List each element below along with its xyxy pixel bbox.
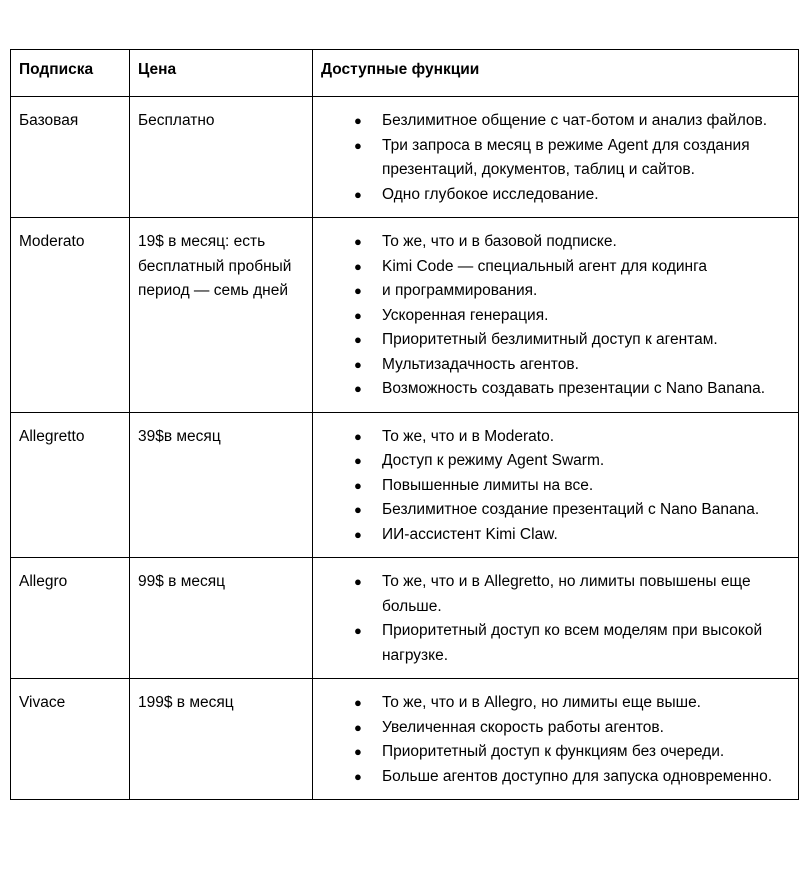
plan-name: Moderato: [11, 218, 130, 413]
list-item: [349, 619, 790, 668]
list-item: [349, 230, 790, 255]
list-item: [349, 109, 790, 134]
table-row: [11, 412, 799, 558]
bullet-icon: ●: [354, 381, 362, 396]
feature-text: Повышенные лимиты на все.: [382, 476, 594, 494]
bullet-icon: ●: [354, 719, 362, 735]
feature-text: Доступ к режиму Agent Swarm.: [382, 452, 605, 469]
plan-price: 19$ в месяц: есть бесплатный пробный период — семь дней: [130, 218, 313, 413]
list-item: [349, 474, 790, 499]
feature-text: Безлимитное общение с чат-ботом и анализ файлов.: [382, 112, 768, 129]
list-item: [349, 183, 790, 208]
list-item: [349, 523, 790, 548]
header-plan: Подписка: [11, 50, 130, 97]
list-item: [349, 279, 790, 304]
header-row: [11, 50, 799, 97]
list-item: [349, 716, 790, 741]
plan-price: 199$ в месяц: [130, 679, 313, 800]
bullet-icon: ●: [354, 307, 362, 323]
bullet-icon: ●: [354, 428, 362, 444]
bullet-icon: ●: [354, 137, 362, 153]
feature-text: Безлимитное создание презентаций с Nano Banana.: [382, 501, 760, 518]
plan-features: [313, 679, 799, 800]
plan-price: 39$в месяц: [130, 412, 313, 558]
list-item: [349, 449, 790, 474]
header-features: Доступные функции: [313, 50, 799, 97]
table-row: [11, 218, 799, 413]
plan-features: [313, 558, 799, 679]
feature-list: [321, 230, 790, 402]
list-item: [349, 328, 790, 353]
bullet-icon: ●: [354, 332, 362, 347]
feature-text: То же, что и в Moderato.: [382, 427, 555, 445]
feature-list: [321, 570, 790, 668]
bullet-icon: ●: [354, 623, 362, 638]
bullet-icon: ●: [354, 453, 362, 468]
table-row: [11, 679, 799, 800]
feature-text: Увеличенная скорость работы агентов.: [382, 718, 664, 736]
list-item: [349, 134, 790, 183]
bullet-icon: ●: [354, 186, 362, 202]
list-item: [349, 691, 790, 716]
feature-text: Одно глубокое исследование.: [382, 185, 599, 203]
list-item: [349, 377, 790, 402]
feature-text: Три запроса в месяц в режиме Agent для создания презентаций, документов, таблиц и сайтов.: [382, 136, 750, 178]
bullet-icon: ●: [354, 113, 362, 128]
plan-features: [313, 218, 799, 413]
feature-text: и программирования.: [382, 282, 538, 299]
feature-list: [321, 425, 790, 548]
feature-text: Ускоренная генерация.: [382, 306, 549, 324]
feature-text: Больше агентов доступно для запуска одновременно.: [382, 767, 773, 785]
list-item: [349, 425, 790, 450]
list-item: [349, 255, 790, 280]
plan-name: Базовая: [11, 97, 130, 218]
plan-name: Allegretto: [11, 412, 130, 558]
list-item: [349, 765, 790, 790]
bullet-icon: ●: [354, 356, 362, 372]
feature-text: ИИ-ассистент Kimi Claw.: [382, 525, 558, 543]
bullet-icon: ●: [354, 283, 362, 298]
feature-text: Приоритетный доступ к функциям без очереди.: [382, 743, 725, 760]
table-row: [11, 97, 799, 218]
list-item: [349, 304, 790, 329]
feature-text: То же, что и в Allegretto, но лимиты повышены еще больше.: [382, 573, 751, 615]
bullet-icon: ●: [354, 502, 362, 517]
bullet-icon: ●: [354, 768, 362, 784]
plan-features: [313, 97, 799, 218]
bullet-icon: ●: [354, 477, 362, 493]
plan-name: Vivace: [11, 679, 130, 800]
bullet-icon: ●: [354, 695, 362, 710]
feature-list: [321, 109, 790, 207]
feature-text: Приоритетный безлимитный доступ к агентам.: [382, 331, 718, 348]
bullet-icon: ●: [354, 744, 362, 759]
bullet-icon: ●: [354, 526, 362, 542]
bullet-icon: ●: [354, 574, 362, 589]
feature-text: Мультизадачность агентов.: [382, 355, 579, 373]
bullet-icon: ●: [354, 234, 362, 249]
list-item: [349, 498, 790, 523]
plan-name: Allegro: [11, 558, 130, 679]
table-body: [11, 97, 799, 800]
feature-list: [321, 691, 790, 789]
feature-text: То же, что и в базовой подписке.: [382, 233, 617, 250]
feature-text: То же, что и в Allegro, но лимиты еще выше.: [382, 694, 701, 711]
feature-text: Возможность создавать презентации с Nano Banana.: [382, 380, 766, 397]
header-price: Цена: [130, 50, 313, 97]
list-item: [349, 353, 790, 378]
feature-text: Приоритетный доступ ко всем моделям при высокой нагрузке.: [382, 622, 763, 664]
feature-text: Kimi Code — специальный агент для кодинга: [382, 257, 708, 275]
subscription-table: [10, 49, 799, 800]
list-item: [349, 570, 790, 619]
table-row: [11, 558, 799, 679]
plan-features: [313, 412, 799, 558]
plan-price: 99$ в месяц: [130, 558, 313, 679]
bullet-icon: ●: [354, 258, 362, 274]
list-item: [349, 740, 790, 765]
plan-price: Бесплатно: [130, 97, 313, 218]
